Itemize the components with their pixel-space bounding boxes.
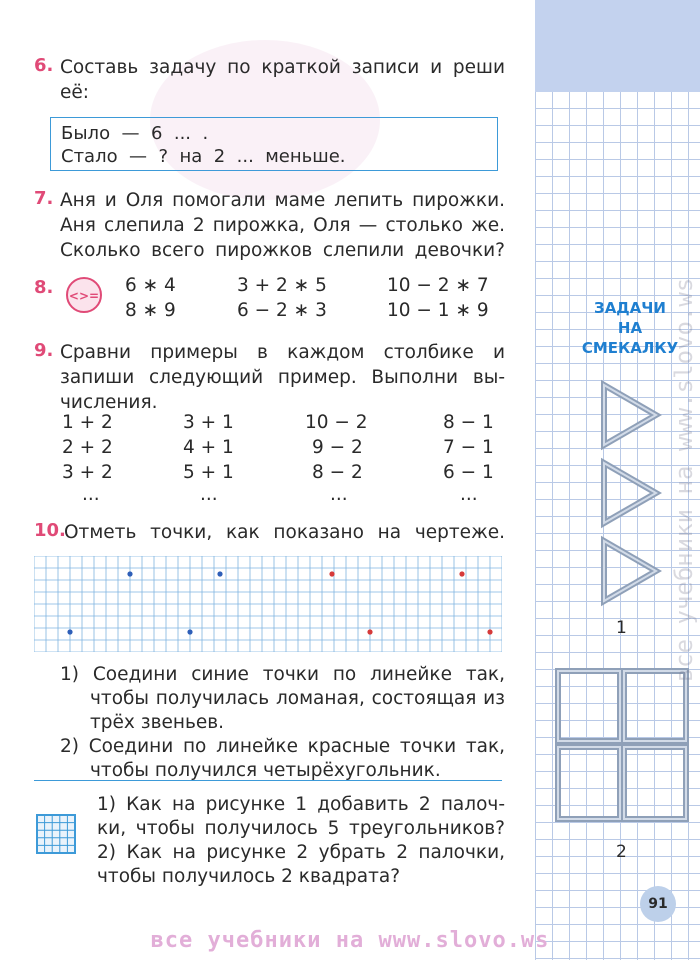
dot-grid bbox=[34, 556, 502, 652]
task-9-number: 9. bbox=[34, 340, 54, 361]
task-7-line-1: Аня и Оля помогали маме лепить пирожки. bbox=[60, 190, 505, 211]
task-10-sub-line-2: чтобы получилась ломаная, состоящая из bbox=[90, 688, 505, 709]
blue-dot-1 bbox=[127, 571, 132, 576]
section-divider bbox=[34, 780, 502, 781]
smekalka-line-2: ки, чтобы получилось 5 треугольников? bbox=[97, 818, 505, 839]
expr-8-9: 8 ∗ 9 bbox=[125, 300, 176, 321]
smekalka-line-4: чтобы получилось 2 квадрата? bbox=[97, 866, 401, 887]
red-dot-2 bbox=[459, 571, 464, 576]
blue-dot-3 bbox=[67, 629, 72, 634]
task-10-number: 10. bbox=[34, 520, 66, 541]
col2-row1: 3 + 1 bbox=[183, 412, 234, 433]
col3-row1: 10 − 2 bbox=[305, 412, 368, 433]
task-7-line-3: Сколько всего пирожков слепили девочки? bbox=[60, 240, 505, 261]
col1-row4: ... bbox=[82, 484, 100, 505]
col3-row3: 8 − 2 bbox=[312, 462, 363, 483]
task-10-sub-line-1: 1) Соедини синие точки по линейке так, bbox=[60, 664, 505, 685]
col2-row2: 4 + 1 bbox=[183, 437, 234, 458]
sidebar-title bbox=[580, 298, 680, 358]
side-watermark-text: все учебники на www.slovo.ws bbox=[670, 277, 698, 683]
task-9-line-1: Сравни примеры в каждом столбике и bbox=[60, 342, 505, 363]
blue-dot-4 bbox=[187, 629, 192, 634]
sidebar-title-line-1: ЗАДАЧИ bbox=[594, 299, 666, 317]
task-6-number: 6. bbox=[34, 55, 54, 76]
task-7-number: 7. bbox=[34, 188, 54, 209]
task-10-sub-line-4: 2) Соедини по линейке красные точки так, bbox=[60, 736, 505, 757]
task-9-line-2: запиши следующий пример. Выполни вы- bbox=[60, 367, 505, 388]
red-dot-3 bbox=[367, 629, 372, 634]
short-record-line-2: Стало — ? на 2 ... меньше. bbox=[61, 146, 346, 167]
red-dot-1 bbox=[329, 571, 334, 576]
expr-10-1-9: 10 − 1 ∗ 9 bbox=[387, 300, 489, 321]
col2-row3: 5 + 1 bbox=[183, 462, 234, 483]
compare-signs-icon bbox=[64, 275, 104, 315]
expr-6-4: 6 ∗ 4 bbox=[125, 275, 176, 296]
bottom-watermark: все учебники на www.slovo.ws bbox=[150, 928, 550, 953]
col2-row4: ... bbox=[200, 484, 218, 505]
task-6-line-1: Составь задачу по краткой записи и реши bbox=[60, 57, 505, 78]
sidebar-title-line-3: СМЕКАЛКУ bbox=[581, 339, 679, 357]
task-7-line-2: Аня слепила 2 пирожка, Оля — столько же. bbox=[60, 215, 505, 236]
col4-row1: 8 − 1 bbox=[443, 412, 494, 433]
smekalka-line-1: 1) Как на рисунке 1 добавить 2 палоч- bbox=[97, 794, 505, 815]
task-10-sub-line-5: чтобы получился четырёхугольник. bbox=[90, 760, 441, 781]
short-record-box bbox=[50, 117, 498, 171]
task-10-sub-line-3: трёх звеньев. bbox=[90, 712, 225, 733]
col4-row3: 6 − 1 bbox=[443, 462, 494, 483]
col3-row4: ... bbox=[330, 484, 348, 505]
smekalka-line-3: 2) Как на рисунке 2 убрать 2 палочки, bbox=[97, 842, 505, 863]
matchstick-triangles-figure bbox=[590, 375, 670, 615]
task-9-line-3: числения. bbox=[60, 392, 158, 413]
col1-row2: 2 + 2 bbox=[62, 437, 113, 458]
expr-10-2-7: 10 − 2 ∗ 7 bbox=[387, 275, 489, 296]
task-8-number: 8. bbox=[34, 277, 54, 298]
sidebar-title-line-2: НА bbox=[617, 319, 643, 337]
expr-3-2-5: 3 + 2 ∗ 5 bbox=[237, 275, 327, 296]
sidebar-top-band bbox=[535, 0, 700, 92]
col1-row1: 1 + 2 bbox=[62, 412, 113, 433]
page-number: 91 bbox=[640, 886, 676, 922]
col1-row3: 3 + 2 bbox=[62, 462, 113, 483]
col4-row2: 7 − 1 bbox=[443, 437, 494, 458]
task-10-line-1: Отметь точки, как показано на чертеже. bbox=[64, 522, 505, 543]
task-6-line-2: её: bbox=[60, 82, 89, 103]
grid-icon bbox=[34, 812, 78, 856]
red-dot-4 bbox=[487, 629, 492, 634]
expr-6-2-3: 6 − 2 ∗ 3 bbox=[237, 300, 327, 321]
short-record-line-1: Было — 6 ... . bbox=[61, 123, 209, 144]
col4-row4: ... bbox=[460, 484, 478, 505]
figure-2-label: 2 bbox=[616, 842, 627, 862]
blue-dot-2 bbox=[217, 571, 222, 576]
figure-1-label: 1 bbox=[616, 618, 627, 638]
compare-signs-symbol: <>= bbox=[68, 289, 100, 303]
col3-row2: 9 − 2 bbox=[312, 437, 363, 458]
